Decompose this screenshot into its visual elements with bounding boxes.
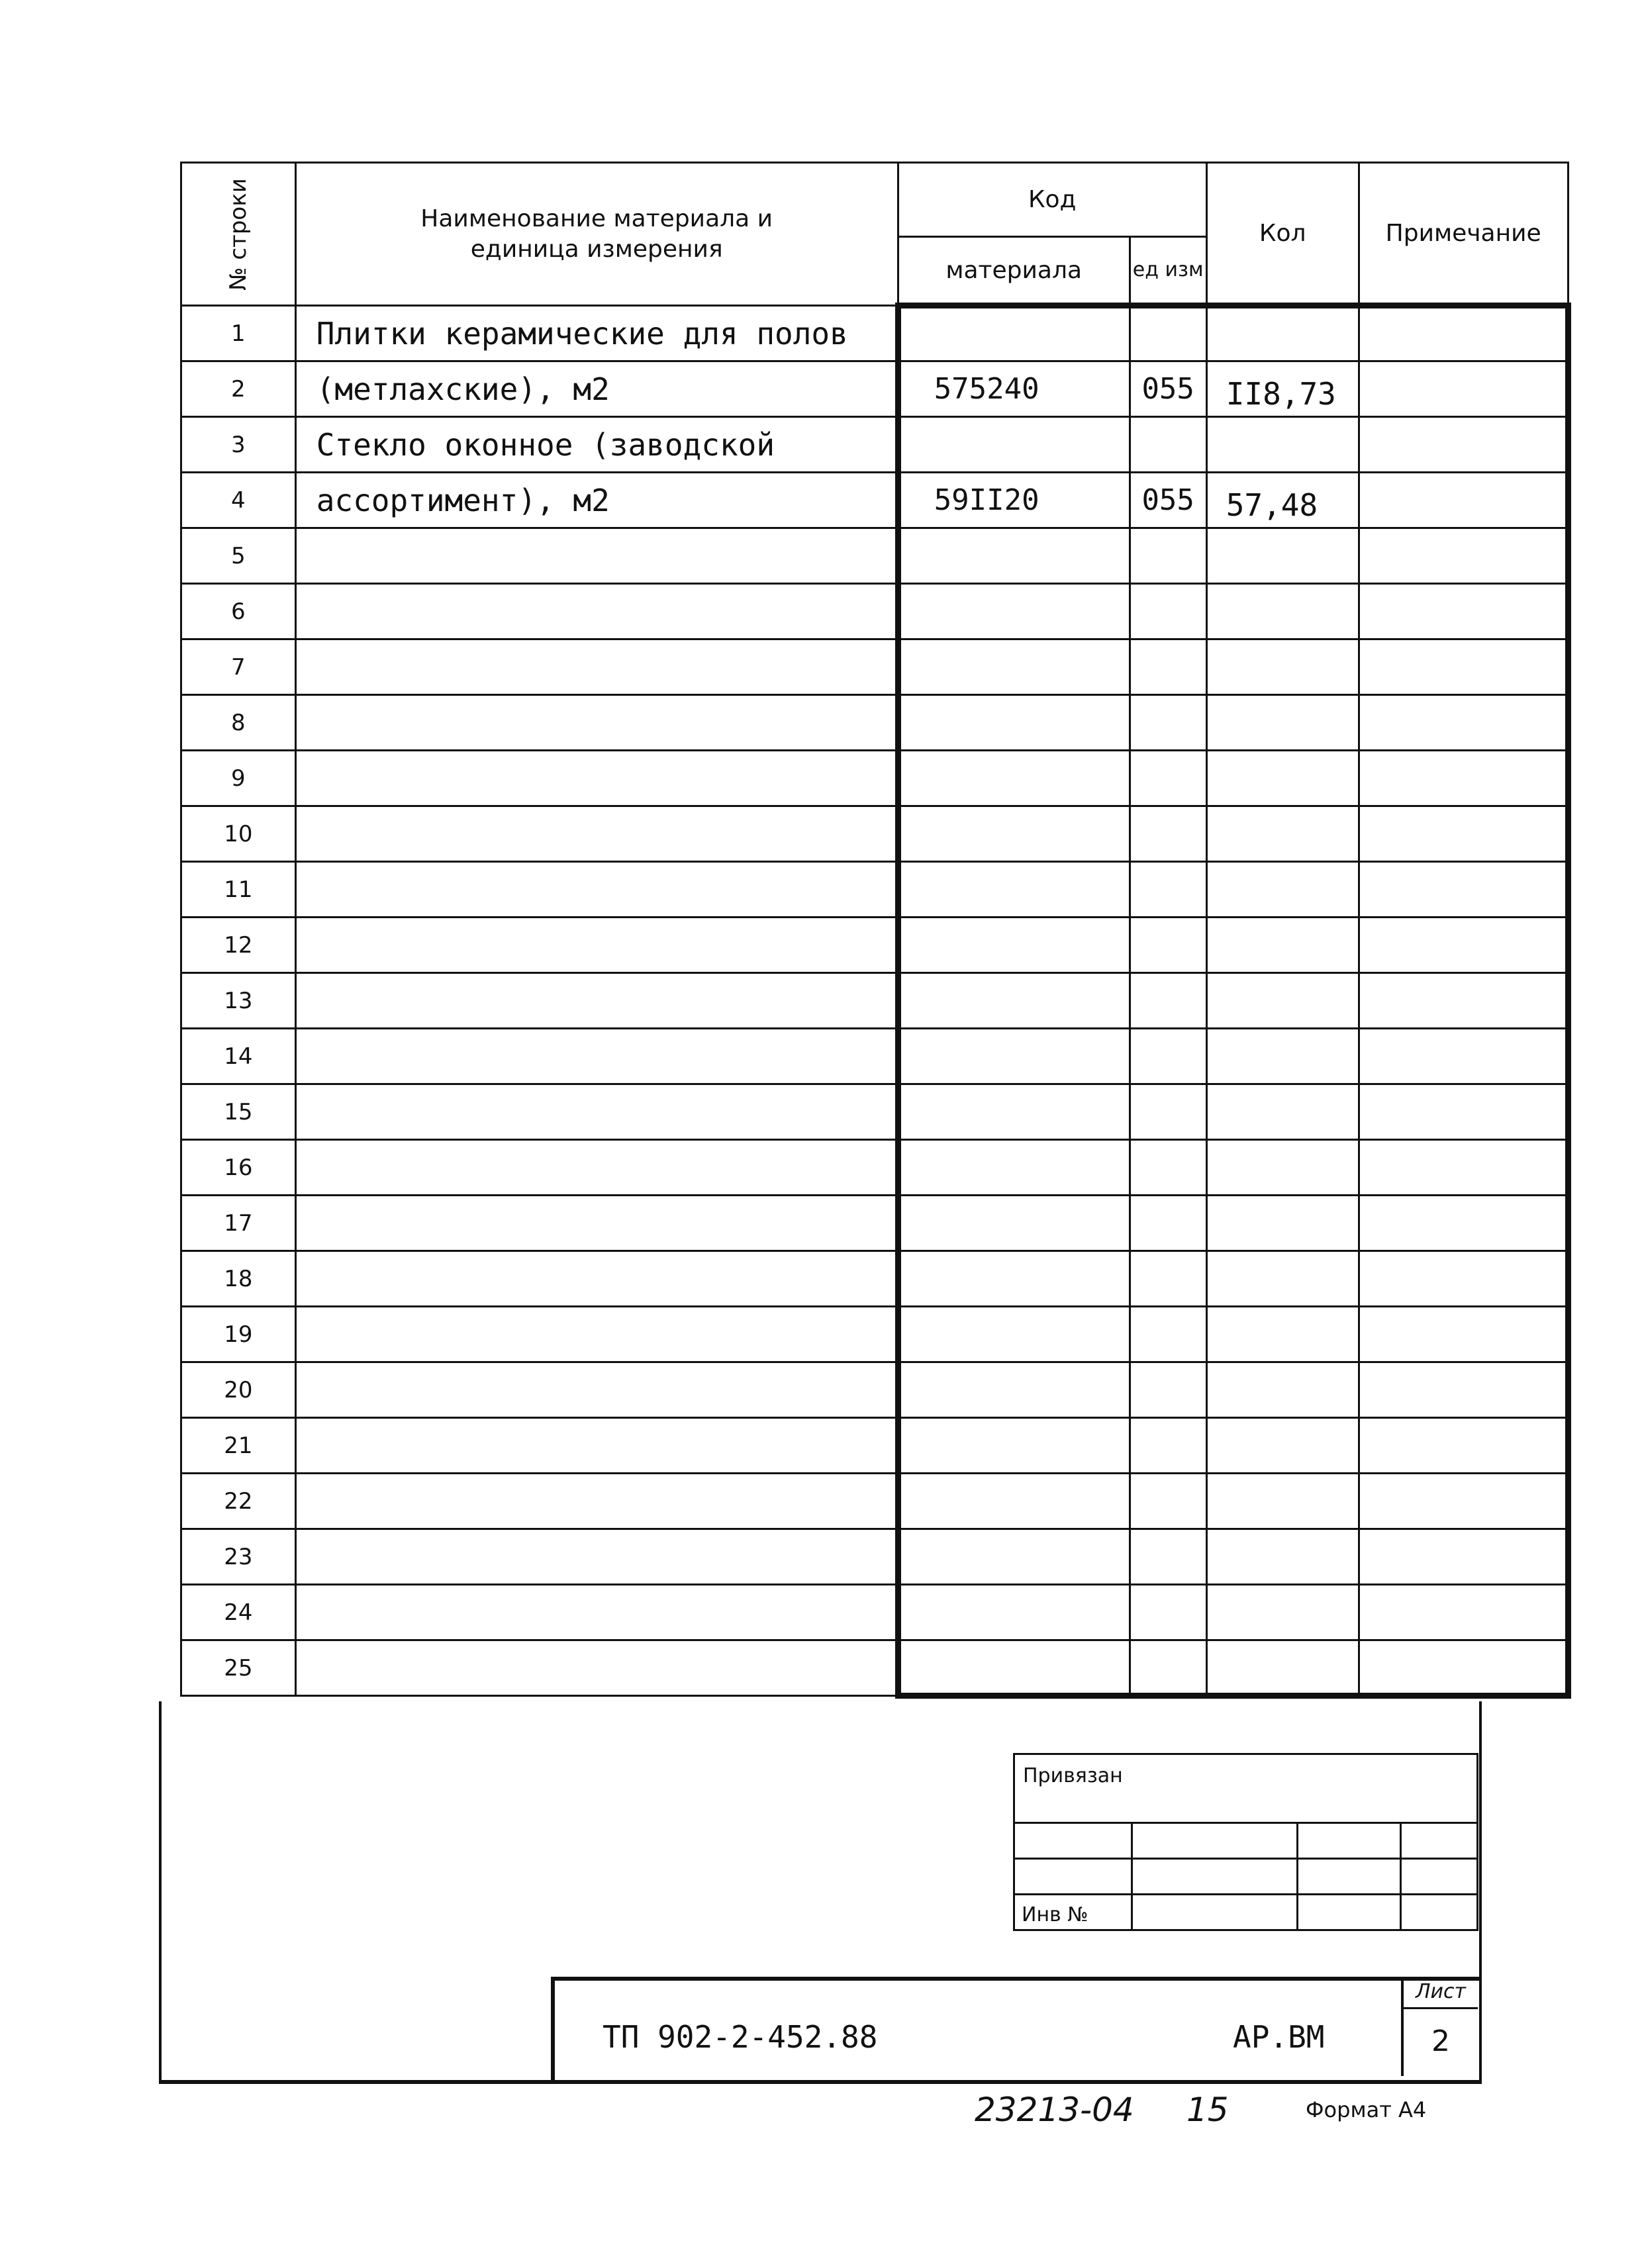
material-code-cell xyxy=(898,1307,1130,1362)
row-number-cell: 1 xyxy=(181,306,296,361)
row-number-cell: 15 xyxy=(181,1084,296,1140)
row-number-cell: 21 xyxy=(181,1418,296,1474)
unit-code-cell xyxy=(1130,1029,1206,1084)
note-cell xyxy=(1359,1029,1568,1084)
archive-page: 15 xyxy=(1186,2091,1229,2129)
unit-code-cell: 055 xyxy=(1130,473,1206,528)
quantity-cell xyxy=(1206,751,1359,806)
material-code-cell xyxy=(898,1196,1130,1251)
material-code-cell xyxy=(898,751,1130,806)
unit-code-cell xyxy=(1130,862,1206,918)
row-number-cell: 8 xyxy=(181,695,296,751)
archive-number: 23213-04 xyxy=(975,2091,1134,2129)
unit-code-cell xyxy=(1130,695,1206,751)
material-name-cell xyxy=(295,1307,898,1362)
unit-code-cell xyxy=(1130,1640,1206,1696)
quantity-cell xyxy=(1206,1529,1359,1585)
material-name-cell xyxy=(295,1084,898,1140)
material-name-cell xyxy=(295,584,898,639)
material-name-cell xyxy=(295,695,898,751)
material-name-cell: Стекло оконное (заводской xyxy=(295,417,898,473)
material-code-cell xyxy=(898,1529,1130,1585)
table-row xyxy=(181,528,1569,584)
quantity-cell xyxy=(1206,1251,1359,1307)
note-cell xyxy=(1359,1474,1568,1529)
table-row xyxy=(181,695,1569,751)
row-number-cell: 4 xyxy=(181,473,296,528)
table-row xyxy=(181,1251,1569,1307)
header-code-group: Код xyxy=(898,163,1206,237)
unit-code-cell xyxy=(1130,1251,1206,1307)
quantity-cell xyxy=(1206,1307,1359,1362)
row-number-cell: 25 xyxy=(181,1640,296,1696)
material-code-cell: 59II20 xyxy=(898,473,1130,528)
row-number-cell: 5 xyxy=(181,528,296,584)
materials-table xyxy=(180,162,1571,1699)
row-number-cell: 18 xyxy=(181,1251,296,1307)
quantity-cell xyxy=(1206,1418,1359,1474)
table-row xyxy=(181,862,1569,918)
table-row xyxy=(181,751,1569,806)
header-row-no: № строки xyxy=(181,163,296,306)
unit-code-cell xyxy=(1130,528,1206,584)
note-cell xyxy=(1359,1196,1568,1251)
material-name-cell xyxy=(295,1640,898,1696)
row-number-cell: 10 xyxy=(181,806,296,862)
table-row xyxy=(181,1529,1569,1585)
table-row xyxy=(181,1029,1569,1084)
row-number-cell: 2 xyxy=(181,361,296,417)
quantity-cell xyxy=(1206,584,1359,639)
note-cell xyxy=(1359,1418,1568,1474)
material-name-cell xyxy=(295,528,898,584)
quantity-cell: II8,73 xyxy=(1206,361,1359,417)
quantity-cell: 57,48 xyxy=(1206,473,1359,528)
material-name-cell xyxy=(295,1585,898,1640)
note-cell xyxy=(1359,751,1568,806)
linked-label: Привязан xyxy=(1023,1764,1123,1787)
inv-no-label: Инв № xyxy=(1022,1903,1088,1926)
material-code-cell xyxy=(898,306,1130,361)
unit-code-cell xyxy=(1130,1529,1206,1585)
material-code-cell xyxy=(898,1029,1130,1084)
document-code: ТП 902-2-452.88 xyxy=(603,2019,878,2055)
row-number-cell: 24 xyxy=(181,1585,296,1640)
material-code-cell xyxy=(898,862,1130,918)
note-cell xyxy=(1359,806,1568,862)
unit-code-cell xyxy=(1130,306,1206,361)
quantity-cell xyxy=(1206,1585,1359,1640)
material-name-cell xyxy=(295,639,898,695)
material-code-cell xyxy=(898,1084,1130,1140)
unit-code-cell xyxy=(1130,1084,1206,1140)
note-cell xyxy=(1359,695,1568,751)
table-row xyxy=(181,1418,1569,1474)
note-cell xyxy=(1359,1585,1568,1640)
row-number-cell: 19 xyxy=(181,1307,296,1362)
material-code-cell xyxy=(898,1418,1130,1474)
quantity-cell xyxy=(1206,1640,1359,1696)
material-code-cell xyxy=(898,918,1130,973)
table-row xyxy=(181,973,1569,1029)
row-number-cell: 23 xyxy=(181,1529,296,1585)
sheet-box xyxy=(1401,1977,1478,2076)
material-code-cell xyxy=(898,1640,1130,1696)
quantity-cell xyxy=(1206,1196,1359,1251)
note-cell xyxy=(1359,862,1568,918)
note-cell xyxy=(1359,639,1568,695)
header-qty: Кол xyxy=(1206,163,1359,306)
row-number-cell: 3 xyxy=(181,417,296,473)
table-row xyxy=(181,1084,1569,1140)
material-code-cell xyxy=(898,973,1130,1029)
unit-code-cell xyxy=(1130,1307,1206,1362)
material-name-cell xyxy=(295,1418,898,1474)
material-name-cell xyxy=(295,1029,898,1084)
unit-code-cell xyxy=(1130,584,1206,639)
note-cell xyxy=(1359,528,1568,584)
document-suffix: АР.ВМ xyxy=(1233,2019,1325,2055)
unit-code-cell: 055 xyxy=(1130,361,1206,417)
table-row xyxy=(181,417,1569,473)
row-number-cell: 22 xyxy=(181,1474,296,1529)
material-name-cell xyxy=(295,1529,898,1585)
unit-code-cell xyxy=(1130,1474,1206,1529)
row-number-cell: 9 xyxy=(181,751,296,806)
unit-code-cell xyxy=(1130,751,1206,806)
material-name-cell xyxy=(295,1196,898,1251)
unit-code-cell xyxy=(1130,806,1206,862)
row-number-cell: 20 xyxy=(181,1362,296,1418)
quantity-cell xyxy=(1206,695,1359,751)
material-code-cell xyxy=(898,1474,1130,1529)
material-name-cell xyxy=(295,862,898,918)
material-code-cell xyxy=(898,417,1130,473)
header-code-unit: ед изм xyxy=(1130,237,1206,306)
material-code-cell xyxy=(898,1362,1130,1418)
material-name-cell xyxy=(295,1251,898,1307)
material-name-cell xyxy=(295,751,898,806)
material-code-cell xyxy=(898,695,1130,751)
row-number-cell: 14 xyxy=(181,1029,296,1084)
note-cell xyxy=(1359,584,1568,639)
table-row xyxy=(181,1585,1569,1640)
material-code-cell xyxy=(898,639,1130,695)
quantity-cell xyxy=(1206,639,1359,695)
material-code-cell xyxy=(898,806,1130,862)
row-number-cell: 12 xyxy=(181,918,296,973)
quantity-cell xyxy=(1206,306,1359,361)
table-row xyxy=(181,1307,1569,1362)
material-name-cell xyxy=(295,1474,898,1529)
table-row xyxy=(181,1140,1569,1196)
material-name-cell: ассортимент), м2 xyxy=(295,473,898,528)
material-code-cell xyxy=(898,1140,1130,1196)
sheet-number: 2 xyxy=(1431,2024,1450,2058)
linked-stamp xyxy=(1013,1753,1478,1931)
table-row xyxy=(181,584,1569,639)
note-cell xyxy=(1359,473,1568,528)
row-number-cell: 7 xyxy=(181,639,296,695)
quantity-cell xyxy=(1206,862,1359,918)
unit-code-cell xyxy=(1130,973,1206,1029)
quantity-cell xyxy=(1206,1084,1359,1140)
material-code-cell xyxy=(898,1585,1130,1640)
unit-code-cell xyxy=(1130,1140,1206,1196)
row-number-cell: 16 xyxy=(181,1140,296,1196)
quantity-cell xyxy=(1206,918,1359,973)
quantity-cell xyxy=(1206,528,1359,584)
material-code-cell xyxy=(898,584,1130,639)
quantity-cell xyxy=(1206,1029,1359,1084)
note-cell xyxy=(1359,973,1568,1029)
quantity-cell xyxy=(1206,417,1359,473)
table-row xyxy=(181,639,1569,695)
quantity-cell xyxy=(1206,973,1359,1029)
quantity-cell xyxy=(1206,1474,1359,1529)
row-number-cell: 13 xyxy=(181,973,296,1029)
note-cell xyxy=(1359,1529,1568,1585)
unit-code-cell xyxy=(1130,639,1206,695)
table-row xyxy=(181,918,1569,973)
quantity-cell xyxy=(1206,1362,1359,1418)
material-code-cell xyxy=(898,528,1130,584)
row-number-cell: 17 xyxy=(181,1196,296,1251)
unit-code-cell xyxy=(1130,1196,1206,1251)
unit-code-cell xyxy=(1130,918,1206,973)
material-name-cell xyxy=(295,973,898,1029)
quantity-cell xyxy=(1206,806,1359,862)
table-row xyxy=(181,1362,1569,1418)
material-name-cell: Плитки керамические для полов xyxy=(295,306,898,361)
table-row xyxy=(181,806,1569,862)
unit-code-cell xyxy=(1130,1585,1206,1640)
header-code-material: материала xyxy=(898,237,1130,306)
material-name-cell: (метлахские), м2 xyxy=(295,361,898,417)
row-number-cell: 11 xyxy=(181,862,296,918)
header-note: Примечание xyxy=(1359,163,1568,306)
table-row xyxy=(181,306,1569,361)
table-row xyxy=(181,473,1569,528)
unit-code-cell xyxy=(1130,417,1206,473)
material-name-cell xyxy=(295,918,898,973)
note-cell xyxy=(1359,306,1568,361)
table-row xyxy=(181,1196,1569,1251)
sheet-label: Лист xyxy=(1404,1977,1478,2009)
row-number-cell: 6 xyxy=(181,584,296,639)
note-cell xyxy=(1359,918,1568,973)
header-name: Наименование материала и единица измерения xyxy=(295,163,898,306)
note-cell xyxy=(1359,417,1568,473)
format-label: Формат А4 xyxy=(1306,2097,1427,2122)
table-row xyxy=(181,1474,1569,1529)
note-cell xyxy=(1359,1640,1568,1696)
material-name-cell xyxy=(295,806,898,862)
table-row xyxy=(181,361,1569,417)
unit-code-cell xyxy=(1130,1418,1206,1474)
note-cell xyxy=(1359,1084,1568,1140)
material-code-cell xyxy=(898,1251,1130,1307)
table-row xyxy=(181,1640,1569,1696)
unit-code-cell xyxy=(1130,1362,1206,1418)
material-name-cell xyxy=(295,1140,898,1196)
material-name-cell xyxy=(295,1362,898,1418)
quantity-cell xyxy=(1206,1140,1359,1196)
note-cell xyxy=(1359,1140,1568,1196)
note-cell xyxy=(1359,361,1568,417)
material-code-cell: 575240 xyxy=(898,361,1130,417)
note-cell xyxy=(1359,1362,1568,1418)
note-cell xyxy=(1359,1251,1568,1307)
note-cell xyxy=(1359,1307,1568,1362)
